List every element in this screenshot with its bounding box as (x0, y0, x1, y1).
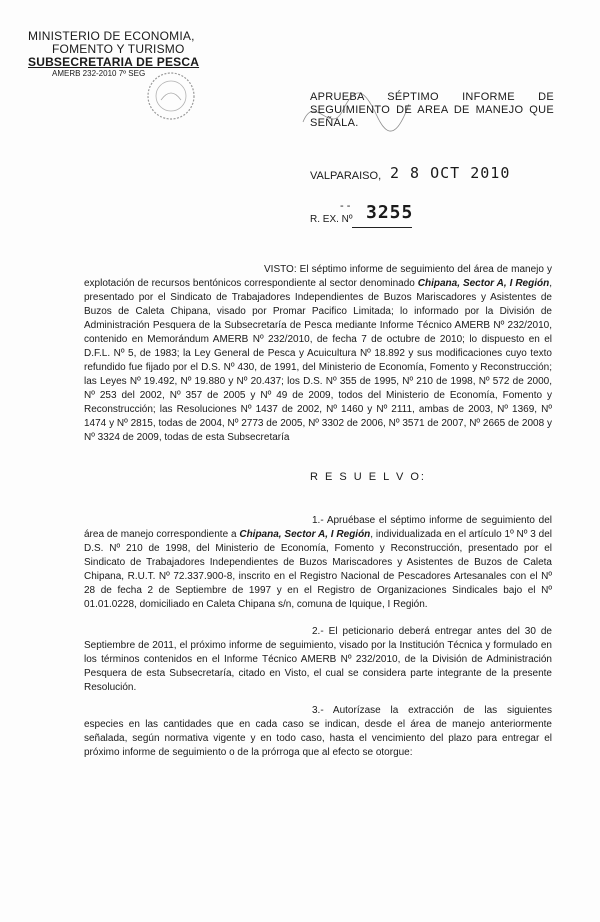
visto-paragraph (84, 263, 552, 445)
ministry-name: MINISTERIO DE ECONOMIA, (28, 29, 195, 43)
visto-text-2: , presentado por el Sindicato de Trabajadores Independientes de Buzos Mariscadores y Asistentes de Buzos de Caleta Chipana, visado por Promar Pacifico Limitada; lo informado por la División de Administración Pesquera de la Subsecretaría de Pesca mediante Informe Técnico AMERB Nº 232/2010, contenido en Memorándum AMERB Nº 232/2010, de fecha 7 de octubre de 2010; lo dispuesto en el D.F.L. Nº 5, de 1983; la Ley General de Pesca y Acuicultura Nº 18.892 y sus modificaciones cuyo texto refundido fue fijado por el D.S. Nº 430, de 1991, del Ministerio de Economía, Fomento y Reconstrucción; las Leyes Nº 19.492, Nº 19.880 y Nº 20.437; los D.S. Nº 355 de 1995, Nº 210 de 1998, Nº 572 de 2000, Nº 253 del 2002, Nº 357 de 2005 y Nº 49 de 2009, todos del Ministerio de Economía, Fomento y Reconstrucción; las Resoluciones Nº 1437 de 2002, Nº 1460 y Nº 2111, ambas de 2003, Nº 1369, Nº 1474 y Nº 2815, todas de 2004, Nº 2773 de 2005, Nº 3302 de 2006, Nº 3571 de 2007, Nº 2665 de 2008 y Nº 3324 de 2009, todas de esta Subsecretaría (84, 278, 552, 443)
ministry-name-cont: FOMENTO Y TURISMO (52, 42, 185, 56)
resolution-number (310, 200, 550, 230)
resolution-number-value: 3255 (366, 202, 414, 223)
item1-area-name: Chipana, Sector A, I Región (239, 529, 371, 540)
resolution-dash: - - (340, 200, 351, 212)
resolution-item-1 (84, 514, 552, 612)
resolution-label: R. EX. Nº (310, 214, 353, 225)
resuelvo-heading: R E S U E L V O: (310, 471, 426, 483)
visto-text-1: VISTO: El séptimo informe de seguimiento del área de manejo y explotación de recursos bentónicos correspondiente al sector denominado (84, 264, 552, 289)
visto-area-name: Chipana, Sector A, I Región (417, 278, 550, 289)
item1-text-1: 1.- Apruébase el séptimo informe de seguimiento del área de manejo correspondiente a (84, 515, 552, 540)
official-seal-stamp (145, 70, 197, 122)
reference-code: AMERB 232-2010 7º SEG (52, 69, 146, 78)
resolution-item-3: 3.- Autorízase la extracción de las siguientes especies en las cantidades que en cada caso se indican, desde el área de manejo anteriormente señalada, según normativa vigente y en todo caso, hasta el vencimiento del plazo para entregar el próximo informe de seguimiento o de la prórroga que al efecto se otorgue: (84, 705, 552, 758)
undersecretary-name: SUBSECRETARIA DE PESCA (28, 55, 200, 69)
document-subject: APRUEBA SÉPTIMO INFORME DE SEGUIMIENTO DE AREA DE MANEJO QUE SEÑALA. (310, 91, 554, 129)
resolution-underline (352, 227, 412, 228)
city: VALPARAISO, (310, 170, 382, 182)
item1-text-2: , individualizada en el artículo 1º Nº 3 del D.S. Nº 210 de 1998, del Ministerio de Economía, Fomento y Reconstrucción, presentado por el Sindicato de Trabajadores Independientes de Buzos Mariscadores y Asistentes de Buzos de Caleta Chipana, R.U.T. Nº 72.337.900-8, inscrito en el Registro Nacional de Pescadores Artesanales con el Nº 28 de fecha 2 de Septiembre de 1997 y en el Registro de Organizaciones Sindicales bajo el Nº 01.01.0228, domiciliado en Caleta Chipana s/n, comuna de Iquique, I Región. (84, 529, 552, 610)
date-stamp: 2 8 OCT 2010 (390, 164, 511, 182)
resolution-item-2: 2.- El peticionario deberá entregar antes del 30 de Septiembre de 2011, el próximo informe de seguimiento, visado por la Institución Técnica y formulado en los términos contenidos en el Informe Técnico AMERB Nº 232/2010, de la División de Administración Pesquera de esta Subsecretaría, citado en Visto, el cual se considera parte integrante de la presente Resolución. (84, 626, 552, 693)
place-and-date (310, 164, 550, 186)
